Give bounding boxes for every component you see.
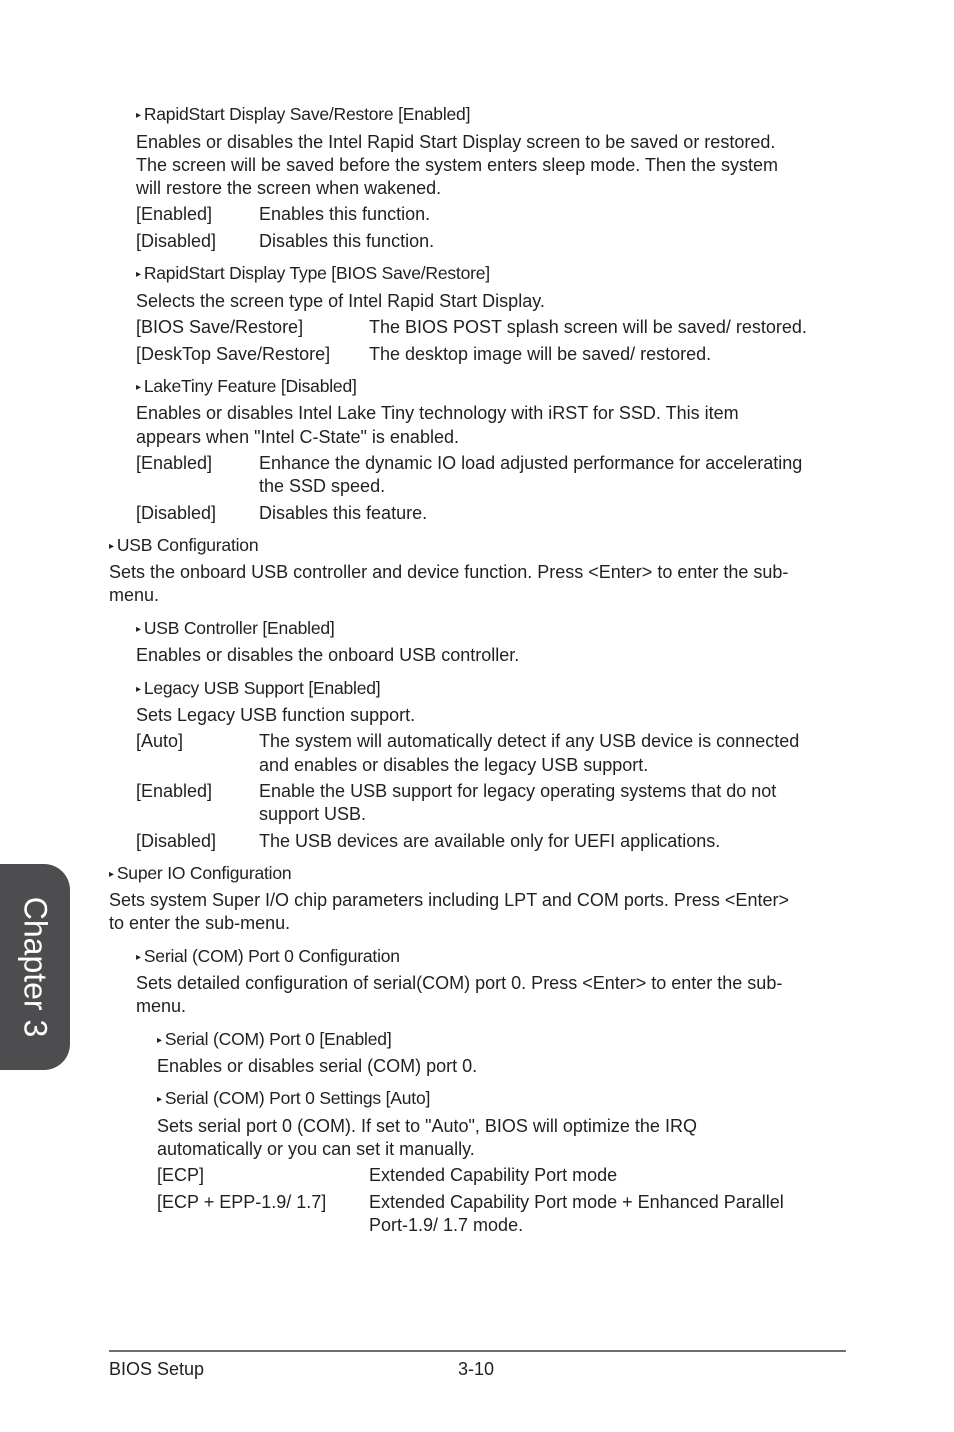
heading-text: Serial (COM) Port 0 Configuration <box>143 946 400 966</box>
option-value: Enables this function. <box>259 204 431 224</box>
description-line: Sets system Super I/O chip parameters including LPT and COM ports. Press <Enter> <box>109 890 789 910</box>
heading-text: Serial (COM) Port 0 Settings [Auto] <box>164 1088 431 1108</box>
option-value: support USB. <box>259 804 367 824</box>
option-value: Enhance the dynamic IO load adjusted performance for accelerating <box>259 453 803 473</box>
bullet-arrow-icon: ▸ <box>136 684 141 695</box>
chapter-tab-label: Chapter 3 <box>17 896 54 1038</box>
description-line: Enables or disables the onboard USB controller. <box>136 645 520 665</box>
footer-page-number: 3-10 <box>458 1359 495 1379</box>
heading-text: RapidStart Display Type [BIOS Save/Restore] <box>143 263 490 283</box>
bullet-arrow-icon: ▸ <box>136 269 141 280</box>
bullet-arrow-icon: ▸ <box>157 1035 162 1046</box>
option-value: Extended Capability Port mode <box>369 1165 618 1185</box>
chapter-tab <box>0 864 70 1070</box>
bullet-arrow-icon: ▸ <box>136 952 141 963</box>
option-value: The USB devices are available only for UEFI applications. <box>259 831 721 851</box>
heading-text: Serial (COM) Port 0 [Enabled] <box>164 1029 392 1049</box>
option-key: [ECP] <box>157 1165 205 1185</box>
bullet-arrow-icon: ▸ <box>157 1094 162 1105</box>
option-key: [Enabled] <box>136 204 213 224</box>
option-value: The system will automatically detect if any USB device is connected <box>259 731 800 751</box>
option-key: [ECP + EPP-1.9/ 1.7] <box>157 1192 327 1212</box>
bullet-arrow-icon: ▸ <box>136 382 141 393</box>
usb-controller-heading <box>136 618 335 639</box>
option-value: Disables this function. <box>259 231 435 251</box>
rapidstart-display-save-restore-heading <box>136 104 470 125</box>
option-key: [Auto] <box>136 731 184 751</box>
description-line: Enables or disables Intel Lake Tiny technology with iRST for SSD. This item <box>136 403 739 423</box>
option-key: [Disabled] <box>136 503 217 523</box>
option-value: Port-1.9/ 1.7 mode. <box>369 1215 524 1235</box>
description-line: Enables or disables serial (COM) port 0. <box>157 1056 478 1076</box>
heading-text: RapidStart Display Save/Restore [Enabled] <box>143 104 471 124</box>
heading-text: Super IO Configuration <box>116 863 292 883</box>
serial-port0-settings-heading <box>157 1088 430 1109</box>
heading-text: Legacy USB Support [Enabled] <box>143 678 381 698</box>
description-line: will restore the screen when wakened. <box>136 178 442 198</box>
option-value: The desktop image will be saved/ restored. <box>369 344 712 364</box>
option-value: the SSD speed. <box>259 476 386 496</box>
heading-text: USB Configuration <box>116 535 259 555</box>
usb-configuration-heading <box>109 535 258 556</box>
bullet-arrow-icon: ▸ <box>109 541 114 552</box>
description-line: menu. <box>136 996 187 1016</box>
heading-text: LakeTiny Feature [Disabled] <box>143 376 357 396</box>
description-line: Sets the onboard USB controller and device function. Press <Enter> to enter the sub- <box>109 562 789 582</box>
super-io-configuration-heading <box>109 863 291 884</box>
serial-port0-configuration-heading <box>136 946 400 967</box>
bullet-arrow-icon: ▸ <box>136 624 141 635</box>
description-line: Sets detailed configuration of serial(COM) port 0. Press <Enter> to enter the sub- <box>136 973 783 993</box>
legacy-usb-support-heading <box>136 678 380 699</box>
option-key: [Enabled] <box>136 781 213 801</box>
option-key: [Enabled] <box>136 453 213 473</box>
description-line: menu. <box>109 585 160 605</box>
option-value: and enables or disables the legacy USB support. <box>259 755 649 775</box>
option-value: The BIOS POST splash screen will be saved/ restored. <box>369 317 807 337</box>
description-line: Selects the screen type of Intel Rapid Start Display. <box>136 291 545 311</box>
option-value: Enable the USB support for legacy operating systems that do not <box>259 781 777 801</box>
option-value: Disables this feature. <box>259 503 428 523</box>
heading-text: USB Controller [Enabled] <box>143 618 335 638</box>
option-key: [BIOS Save/Restore] <box>136 317 304 337</box>
footer-divider <box>109 1350 846 1352</box>
description-line: appears when "Intel C-State" is enabled. <box>136 427 459 447</box>
option-value: Extended Capability Port mode + Enhanced Parallel <box>369 1192 784 1212</box>
bullet-arrow-icon: ▸ <box>136 110 141 121</box>
option-key: [DeskTop Save/Restore] <box>136 344 331 364</box>
laketiny-feature-heading <box>136 376 357 397</box>
description-line: automatically or you can set it manually. <box>157 1139 475 1159</box>
bullet-arrow-icon: ▸ <box>109 869 114 880</box>
option-key: [Disabled] <box>136 231 217 251</box>
description-line: Enables or disables the Intel Rapid Start Display screen to be saved or restored. <box>136 132 776 152</box>
description-line: Sets Legacy USB function support. <box>136 705 416 725</box>
serial-port0-heading <box>157 1029 391 1050</box>
description-line: The screen will be saved before the system enters sleep mode. Then the system <box>136 155 778 175</box>
footer-section-title: BIOS Setup <box>109 1359 205 1379</box>
description-line: Sets serial port 0 (COM). If set to "Auto", BIOS will optimize the IRQ <box>157 1116 697 1136</box>
option-key: [Disabled] <box>136 831 217 851</box>
rapidstart-display-type-heading <box>136 263 490 284</box>
description-line: to enter the sub-menu. <box>109 913 291 933</box>
